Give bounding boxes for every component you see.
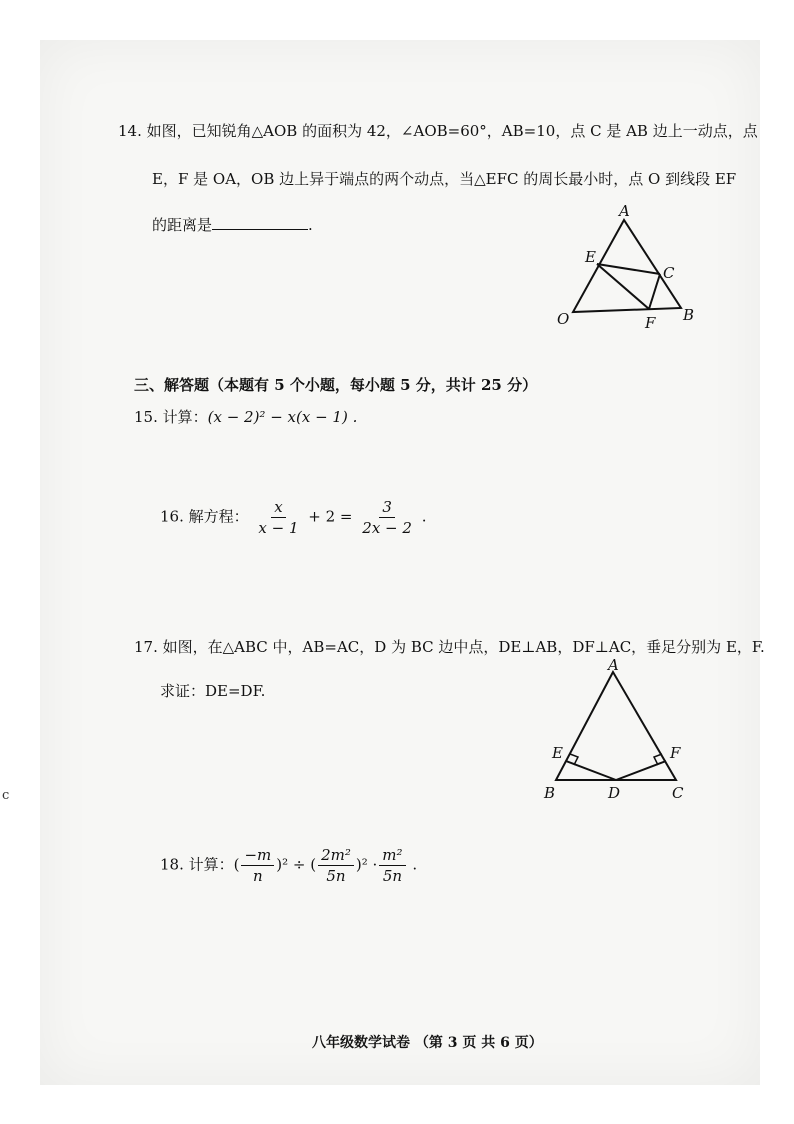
q17-line1: 17. 如图，在△ABC 中，AB=AC，D 为 BC 边中点，DE⊥AB，DF⊥AC，垂足分别为 E，F.: [134, 638, 765, 656]
label-a: A: [608, 656, 619, 674]
q16-middle: + 2 =: [303, 507, 358, 526]
q16-suffix: .: [416, 507, 427, 526]
q18: [160, 846, 417, 885]
label-a: A: [619, 202, 630, 220]
q15-expression: (x − 2)² − x(x − 1) .: [207, 408, 358, 426]
label-f: F: [670, 744, 681, 762]
exam-page: [40, 40, 760, 1085]
q16-frac1-numerator: x: [271, 498, 285, 518]
q16-frac2-numerator: 3: [379, 498, 395, 518]
q18-fraction-1: [241, 846, 274, 885]
q14-line3: [152, 214, 313, 235]
section-heading: 三、解答题（本题有 5 个小题，每小题 5 分，共计 25 分）: [134, 376, 538, 394]
label-e: E: [585, 248, 596, 266]
q18-mid2: )² ·: [355, 855, 378, 874]
q17-triangle-diagram: [536, 654, 706, 804]
q18-fraction-3: [379, 846, 405, 885]
q16-frac2-denominator: 2x − 2: [362, 519, 412, 537]
answer-blank: [212, 215, 308, 230]
q14-triangle-diagram: [545, 198, 710, 338]
q18-frac3-denominator: 5n: [382, 867, 403, 885]
segment-fc: [649, 274, 660, 309]
q18-suffix: .: [407, 855, 418, 874]
q15: [134, 406, 357, 427]
label-e: E: [552, 744, 563, 762]
q18-mid1: )² ÷ (: [276, 855, 317, 874]
label-c: C: [663, 264, 675, 282]
q16-prefix: 16. 解方程：: [160, 507, 249, 526]
q14-line3-period: .: [308, 216, 313, 234]
q18-prefix: 18. 计算：(: [160, 855, 240, 874]
q16-fraction-2: [359, 498, 415, 537]
label-b: B: [683, 306, 695, 324]
q18-frac3-numerator: m²: [379, 846, 405, 866]
q18-frac2-denominator: 5n: [326, 867, 346, 885]
label-o: O: [557, 310, 570, 328]
q14-line1: 14. 如图，已知锐角△AOB 的面积为 42，∠AOB=60°，AB=10，点 C 是 AB 边上一动点，点: [118, 122, 758, 140]
q18-frac1-denominator: n: [253, 867, 263, 885]
edge-mark: c: [2, 788, 10, 803]
q15-prefix: 15. 计算：: [134, 408, 208, 426]
q16-fraction-1: [255, 498, 301, 537]
label-b: B: [544, 784, 556, 802]
q16: [160, 498, 426, 537]
q14-line3-text: 的距离是: [152, 216, 213, 234]
segment-df: [616, 761, 666, 780]
label-f: F: [645, 314, 656, 332]
label-d: D: [608, 784, 621, 802]
segment-de: [566, 761, 616, 780]
q18-frac1-numerator: −m: [241, 846, 274, 866]
q17-line2: 求证：DE=DF.: [160, 682, 266, 700]
q18-frac2-numerator: 2m²: [318, 846, 354, 866]
page-footer: 八年级数学试卷 （第 3 页 共 6 页）: [312, 1035, 543, 1051]
q18-fraction-2: [318, 846, 354, 885]
q16-frac1-denominator: x − 1: [258, 519, 299, 537]
label-c: C: [672, 784, 684, 802]
q14-line2: E，F 是 OA，OB 边上异于端点的两个动点，当△EFC 的周长最小时，点 O 到线段 EF: [152, 170, 737, 188]
